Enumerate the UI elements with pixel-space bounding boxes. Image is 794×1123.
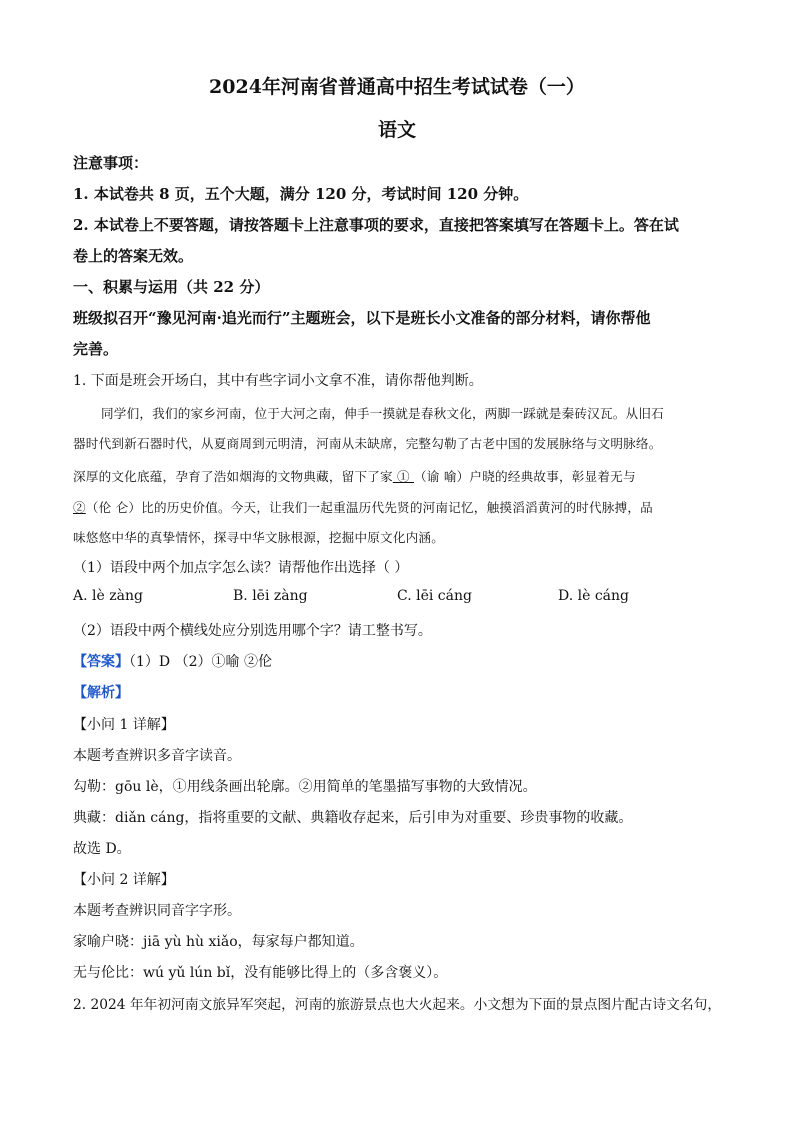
- part-1-line-1: 本题考查辨识多音字读音。: [73, 748, 241, 764]
- notice-item-2-line-1: 2. 本试卷上不要答题，请按答题卡上注意事项的要求，直接把答案填写在答题卡上。答在试: [73, 216, 679, 234]
- part-1-line-3: 典藏：diǎn cáng，指将重要的文献、典籍收存起来，后引申为对重要、珍贵事物的收藏。: [73, 810, 633, 826]
- option-b: B. lēi zàng: [233, 588, 308, 604]
- notice-item-1: 1. 本试卷共 8 页，五个大题，满分 120 分，考试时间 120 分钟。: [73, 185, 529, 203]
- subject-title: 语文: [377, 119, 416, 141]
- notice-heading: 注意事项：: [73, 154, 149, 172]
- passage-line-3-end: （谕 喻）户晓的经典故事，彰显着无与: [414, 469, 636, 484]
- blank-2: ②: [73, 500, 86, 515]
- analysis-tag: 【解析】: [73, 685, 129, 701]
- passage-line-4: [73, 497, 723, 516]
- part-2-line-1: 本题考查辨识同音字字形。: [73, 903, 241, 919]
- passage-line-4-text: （伦 仑）比的历史价值。今天，让我们一起重温历代先贤的河南记忆，触摸滔滔黄河的时代脉搏，品: [85, 500, 653, 515]
- part-1-heading: 【小问 1 详解】: [73, 717, 175, 733]
- notice-item-2-line-2: 卷上的答案无效。: [73, 247, 194, 265]
- answer-line: [73, 651, 723, 671]
- passage-line-3-start: 深厚的文化底蕴，孕育了浩如烟海的文物典藏，留下了家: [73, 469, 393, 484]
- section-1-intro-line-1: 班级拟召开“豫见河南·追光而行”主题班会，以下是班长小文准备的部分材料，请你帮他: [73, 309, 651, 327]
- part-1-line-4: 故选 D。: [73, 841, 131, 857]
- passage-line-2: 器时代到新石器时代，从夏商周到元明清，河南从未缺席，完整勾勒了古老中国的发展脉络与文明脉络。: [73, 436, 662, 451]
- blank-1: ①: [392, 469, 415, 484]
- exam-title: 2024年河南省普通高中招生考试试卷（一）: [209, 76, 585, 98]
- question-1-sub-1: （1）语段中两个加点字怎么读？请帮他作出选择（ ）: [73, 560, 409, 576]
- passage-line-5: 味悠悠中华的真挚情怀，探寻中华文脉根源，挖掘中原文化内涵。: [73, 530, 445, 545]
- question-2-stem: 2. 2024 年年初河南文旅异军突起，河南的旅游景点也大火起来。小文想为下面的景点图片配古诗文名句，: [73, 997, 722, 1013]
- option-d: D. lè cáng: [558, 588, 630, 604]
- question-1-sub-2: （2）语段中两个横线处应分别选用哪个字？请工整书写。: [73, 623, 432, 639]
- section-1-intro-line-2: 完善。: [73, 340, 119, 358]
- answer-tag: 【答案】: [73, 654, 129, 670]
- section-1-heading: 一、积累与运用（共 22 分）: [73, 278, 270, 296]
- part-2-heading: 【小问 2 详解】: [73, 872, 175, 888]
- passage-line-1: 同学们，我们的家乡河南，位于大河之南，伸手一摸就是春秋文化，两脚一踩就是秦砖汉瓦。从旧石: [101, 406, 664, 421]
- option-a: A. lè zàng: [73, 588, 143, 604]
- option-c: C. lēi cáng: [397, 588, 472, 604]
- part-2-line-2: 家喻户晓：jiā yù hù xiǎo，每家每户都知道。: [73, 934, 364, 950]
- part-2-line-3: 无与伦比：wú yǔ lún bǐ，没有能够比得上的（多含褒义）。: [73, 965, 448, 981]
- question-1-stem: 1. 下面是班会开场白，其中有些字词小文拿不准，请你帮他判断。: [73, 373, 483, 389]
- passage-line-3: [73, 466, 723, 485]
- answer-text: （1）D （2）①喻 ②伦: [129, 654, 272, 670]
- part-1-line-2: 勾勒：gōu lè，①用线条画出轮廓。②用简单的笔墨描写事物的大致情况。: [73, 779, 537, 795]
